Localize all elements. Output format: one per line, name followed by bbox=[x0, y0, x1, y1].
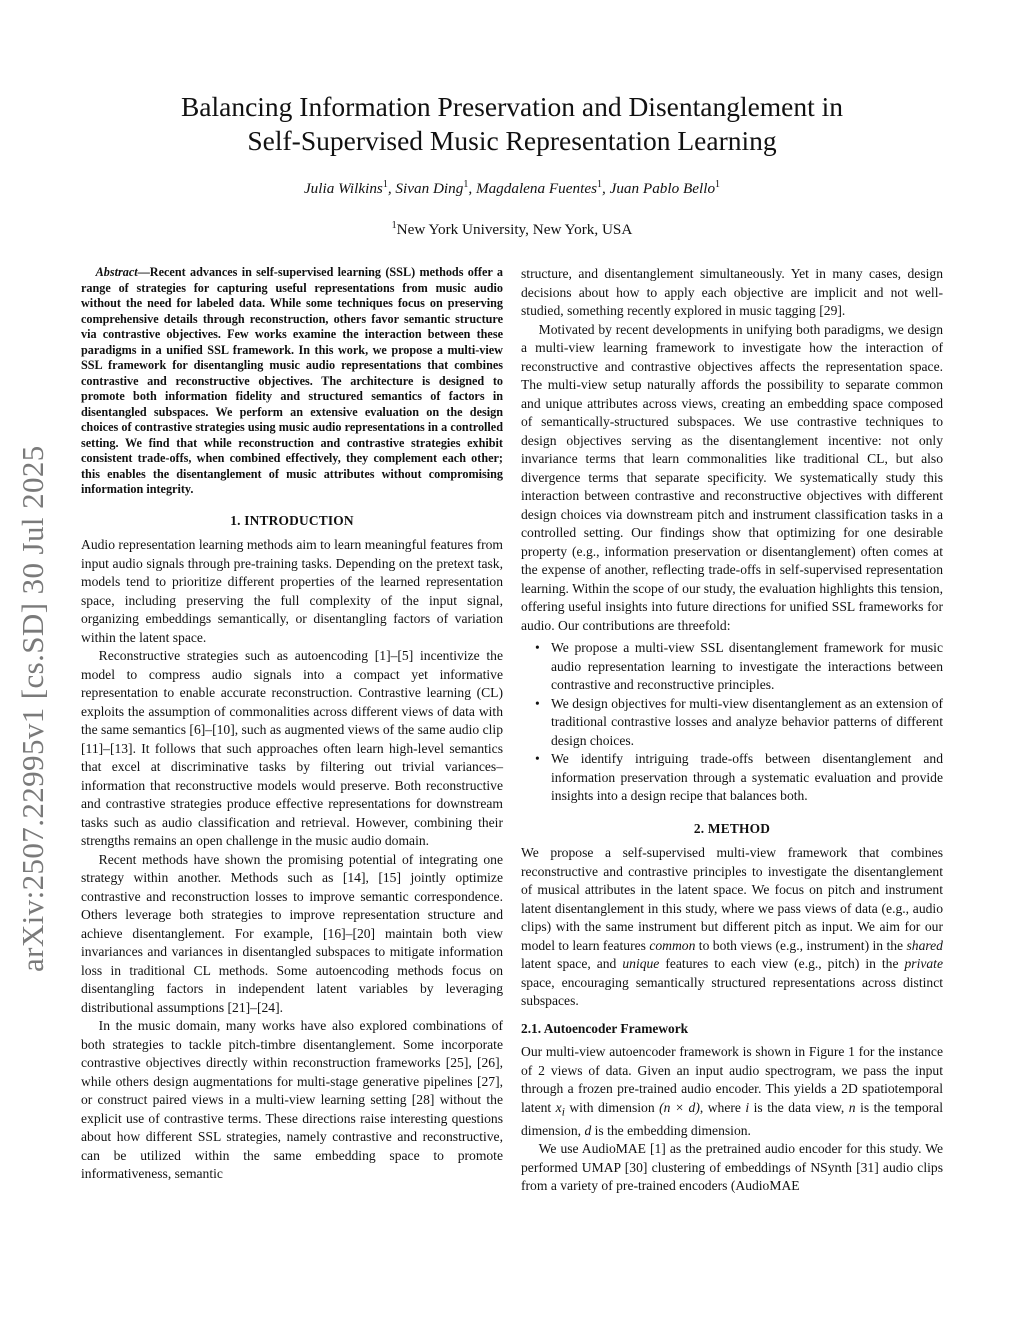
method-text: We propose a self-supervised multi-view framework that combines reconstructive and contrastive principles to investigate the disentanglement of musical attributes in the latent space. We focus on pitch and instrument latent disentanglement in this study, where we pass views of data (e.g., audio clips) with the same instrument but different pitch as input. We aim for our model to learn features bbox=[521, 845, 943, 953]
left-column bbox=[81, 265, 503, 1184]
method-text: to both views (e.g., instrument) in the bbox=[695, 937, 907, 953]
paper-title bbox=[120, 90, 904, 158]
method-text: is the temporal dimension, bbox=[521, 1099, 943, 1138]
list-item bbox=[535, 695, 943, 751]
author-affiliation-mark: 1 bbox=[463, 179, 469, 190]
emphasis-private: private bbox=[904, 956, 943, 971]
emphasis-common: common bbox=[649, 937, 696, 953]
author-name: Magdalena Fuentes bbox=[475, 180, 597, 198]
intro-paragraph: Recent methods have shown the promising potential of integrating one strategy within another. Methods such as [14], [15] jointly optimize contrastive and reconstruction losses to improve semantic correspondence. Others leverage both strategies to improve representation structure and achieve disentanglement. For example, [16]–[20] maintain both view invariances and variances in disentangled subspaces to mitigate information loss in traditional CL methods. Some autoencoding methods focus on disentangling factors in independent latent variables by leveraging distributional assumptions [21]–[24]. bbox=[81, 851, 503, 1015]
method-text: space, encouraging semantically structured representations across distinct subspaces. bbox=[521, 974, 943, 1008]
right-column bbox=[521, 265, 943, 1196]
affiliation-text: New York University, New York, USA bbox=[396, 221, 633, 239]
bullet-icon: • bbox=[535, 695, 540, 711]
author-affiliation-mark: 1 bbox=[597, 179, 602, 190]
math-d: d bbox=[584, 1122, 592, 1138]
bullet-icon: • bbox=[535, 640, 540, 655]
method-text: features to each view (e.g., pitch) in the bbox=[659, 956, 905, 971]
contribution-text: We identify intriguing trade-offs between disentanglement and information preservation through a systematic evaluation and provide insights into a design recipe that balances both. bbox=[551, 751, 943, 803]
abstract-text: Recent advances in self-supervised learning (SSL) methods offer a range of strategies for capturing useful representations from music audio without the need for labeled data. While some techniques focus on preserving comprehensive details through reconstruction, others favor semantic structure via contrastive objectives. Few works examine the interaction between these paradigms in a unified SSL framework. In this work, we propose a multi-view SSL framework for disentangling music audio representations that combines contrastive and reconstructive objectives. The architecture is designed to promote both information fidelity and structured semantics of factors in disentangled subspaces. We perform an extensive evaluation on the design choices of contrastive strategies using music audio representations in a controlled setting. We find that while reconstruction and contrastive strategies exhibit consistent trade-offs, when combined effectively, they complement each other; this enables the disentanglement of music attributes without compromising information integrity. bbox=[81, 265, 503, 496]
list-item bbox=[535, 750, 943, 806]
method-text: with dimension bbox=[564, 1099, 660, 1115]
subsection-heading-autoencoder: 2.1. Autoencoder Framework bbox=[521, 1020, 689, 1036]
intro-paragraph: Reconstructive strategies such as autoencoding [1]–[5] incentivize the model to compress audio signals into a compact yet informative representation to enable accurate reconstruction. Contrastive learning (CL) exploits the assumption of commonalities across different views of data with the same semantics [6]–[10], such as augmented views of the same audio clip [11]–[13]. It follows that such approaches often learn high-level semantics that excel at discriminative tasks by filtering out trivial variances–information that reconstructive models would preserve. Both reconstructive and contrastive strategies produce effective representations for downstream tasks such as audio classification and retrieval. However, combining their strengths remains an open challenge in the music audio domain. bbox=[81, 648, 503, 848]
title-line-2: Self-Supervised Music Representation Learning bbox=[247, 125, 777, 156]
math-n: n bbox=[848, 1099, 856, 1115]
arxiv-identifier-stamp[interactable]: arXiv:2507.22995v1 [cs.SD] 30 Jul 2025 bbox=[15, 445, 50, 972]
method-paragraph: We use AudioMAE [1] as the pretrained audio encoder for this study. We performed UMAP [30] clustering of embeddings of NSynth [31] audio clips from a variety of pre-trained encoders (AudioMAE bbox=[521, 1141, 943, 1194]
emphasis-unique: unique bbox=[622, 956, 660, 971]
intro-paragraph: Motivated by recent developments in unifying both paradigms, we design a multi-view learning framework to investigate how the interaction of reconstructive and contrastive objectives affects the representation space. The multi-view setup naturally affords the possibility to separate common and unique attributes across views, creating an embedding space composed of semantically-structured subspaces. We use contrastive techniques to design objectives serving as the disentanglement incentive: not only invariance terms that learn commonalities like traditional CL, but also divergence terms that separate specificity. We systematically study this interaction between contrastive and reconstructive objectives with different design choices via downstream pitch and instrument classification tasks in a controlled setting. Our findings show that optimizing for one desirable property (e.g., information preservation or disentanglement) often comes at the expense of another, reflecting trade-offs in self-supervised representation learning. Within the scope of our study, the evaluation highlights this tension, offering useful insights into future directions for unified SSL frameworks for audio. Our contributions are threefold: bbox=[521, 321, 943, 633]
method-paragraph bbox=[521, 844, 943, 1011]
intro-paragraph: Audio representation learning methods aim to learn meaningful features from input audio signals through pre-training tasks. Depending on the pretext task, models tend to prioritize different properties of the learned representation space, including preserving the full complexity of the input signal, organizing embeddings semantically, or disentangling factors of variation within the latent space. bbox=[81, 537, 503, 645]
bullet-icon: • bbox=[535, 751, 540, 766]
method-paragraph bbox=[521, 1043, 943, 1140]
method-text: is the data view, bbox=[749, 1099, 849, 1115]
section-heading-introduction: 1. INTRODUCTION bbox=[230, 512, 354, 528]
method-text: , where bbox=[699, 1099, 746, 1115]
contribution-text: We propose a multi-view SSL disentanglement framework for music audio representation learning to investigate the interactions between contrastive and reconstructive principles. bbox=[551, 640, 943, 692]
method-text: Our multi-view autoencoder framework is shown in Figure 1 for the instance of 2 views of data. Given an input audio spectrogram, we pass the input through a frozen pre-trained audio encoder. This yields a 2D spatiotemporal latent bbox=[521, 1044, 943, 1115]
author-affiliation-mark: 1 bbox=[382, 179, 388, 190]
author-separator: , bbox=[387, 180, 396, 198]
contribution-text: We design objectives for multi-view disentanglement as an extension of traditional contrastive losses and analyze behavior patterns of different design choices. bbox=[551, 695, 943, 748]
list-item bbox=[535, 639, 943, 695]
abstract-label: Abstract bbox=[95, 265, 138, 279]
affiliation-mark: 1 bbox=[391, 220, 397, 231]
section-heading-method: 2. METHOD bbox=[693, 820, 771, 836]
author-affiliation-mark: 1 bbox=[715, 179, 721, 190]
emphasis-shared: shared bbox=[906, 937, 943, 953]
math-dimension: (n × d) bbox=[659, 1099, 700, 1115]
math-x-i bbox=[555, 1099, 565, 1119]
math-symbol: x bbox=[555, 1099, 562, 1115]
author-name: Julia Wilkins bbox=[303, 180, 383, 198]
author-separator: , bbox=[468, 180, 476, 198]
math-subscript: i bbox=[561, 1106, 565, 1119]
contributions-list bbox=[521, 639, 943, 806]
method-text: is the embedding dimension. bbox=[591, 1122, 751, 1138]
abstract-dash: — bbox=[137, 265, 150, 279]
author-name: Juan Pablo Bello bbox=[609, 180, 716, 198]
title-line-1: Balancing Information Preservation and Disentanglement in bbox=[180, 91, 844, 122]
intro-paragraph: In the music domain, many works have also explored combinations of both strategies to tackle pitch-timbre disentanglement. Some incorporate contrastive objectives directly within reconstruction frameworks [25], [26], while others design augmentations for multi-stage generative pipelines [27], or construct paired views in a multi-view learning setting [28] without the explicit use of contrastive terms. These directions raise interesting questions about how different SSL strategies, namely contrastive and reconstructive, can be utilized within the same embedding space to promote informativeness, semantic bbox=[81, 1018, 503, 1181]
author-list bbox=[120, 175, 904, 199]
affiliation bbox=[120, 216, 904, 240]
author-name: Sivan Ding bbox=[395, 180, 464, 198]
abstract bbox=[81, 265, 503, 498]
math-i: i bbox=[745, 1099, 750, 1115]
method-text: latent space, and bbox=[521, 956, 623, 971]
author-separator: , bbox=[602, 180, 610, 198]
intro-paragraph: structure, and disentanglement simultaneously. Yet in many cases, design decisions about how to apply each objective are implicit and not well-studied, something recently explored in music tagging [29]. bbox=[521, 266, 943, 318]
